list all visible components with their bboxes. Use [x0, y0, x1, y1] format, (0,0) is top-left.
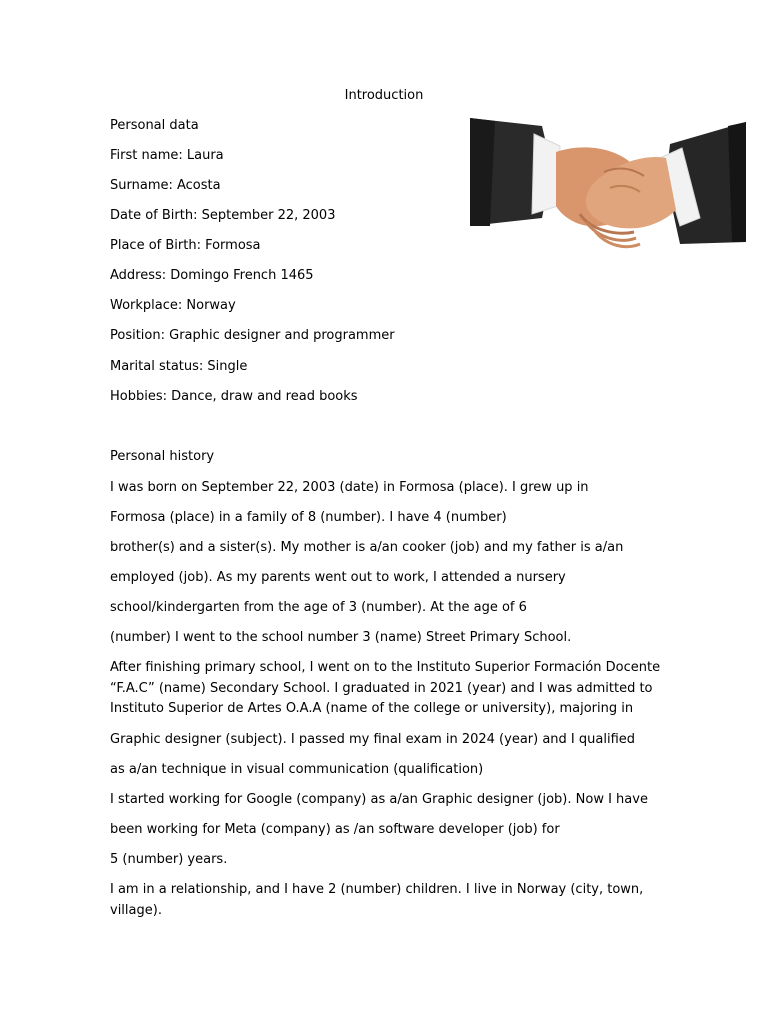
history-line: I was born on September 22, 2003 (date) in Formosa (place). I grew up in	[110, 480, 589, 495]
history-line: employed (job). As my parents went out to work, I attended a nursery	[110, 570, 566, 585]
history-line: I am in a relationship, and I have 2 (number) children. I live in Norway (city, town,	[110, 882, 644, 897]
field-surname: Surname: Acosta	[110, 178, 221, 193]
field-marital-status: Marital status: Single	[110, 359, 248, 374]
history-line: village).	[110, 903, 162, 918]
history-line: “F.A.C” (name) Secondary School. I graduated in 2021 (year) and I was admitted to	[110, 681, 653, 696]
field-workplace: Workplace: Norway	[110, 298, 236, 313]
field-date-of-birth: Date of Birth: September 22, 2003	[110, 208, 336, 223]
history-line: After finishing primary school, I went on to the Instituto Superior Formación Docente	[110, 660, 661, 675]
history-line: Graphic designer (subject). I passed my final exam in 2024 (year) and I qualified	[110, 732, 636, 747]
history-line: I started working for Google (company) as a/an Graphic designer (job). Now I have	[110, 792, 648, 807]
history-line: 5 (number) years.	[110, 852, 228, 867]
field-address: Address: Domingo French 1465	[110, 268, 314, 283]
personal-history-heading: Personal history	[110, 449, 215, 464]
history-line: school/kindergarten from the age of 3 (number). At the age of 6	[110, 600, 527, 615]
history-line: been working for Meta (company) as /an software developer (job) for	[110, 822, 560, 837]
field-hobbies: Hobbies: Dance, draw and read books	[110, 389, 358, 404]
personal-data-heading: Personal data	[110, 118, 199, 133]
field-first-name: First name: Laura	[110, 148, 224, 163]
history-line: Formosa (place) in a family of 8 (number). I have 4 (number)	[110, 510, 507, 525]
field-position: Position: Graphic designer and programmer	[110, 328, 395, 343]
field-place-of-birth: Place of Birth: Formosa	[110, 238, 261, 253]
history-line: Instituto Superior de Artes O.A.A (name of the college or university), majoring in	[110, 701, 634, 716]
history-line: brother(s) and a sister(s). My mother is a/an cooker (job) and my father is a/an	[110, 540, 624, 555]
handshake-image	[470, 118, 746, 264]
page-title: Introduction	[344, 88, 424, 103]
history-line: (number) I went to the school number 3 (name) Street Primary School.	[110, 630, 572, 645]
history-line: as a/an technique in visual communication (qualification)	[110, 762, 484, 777]
